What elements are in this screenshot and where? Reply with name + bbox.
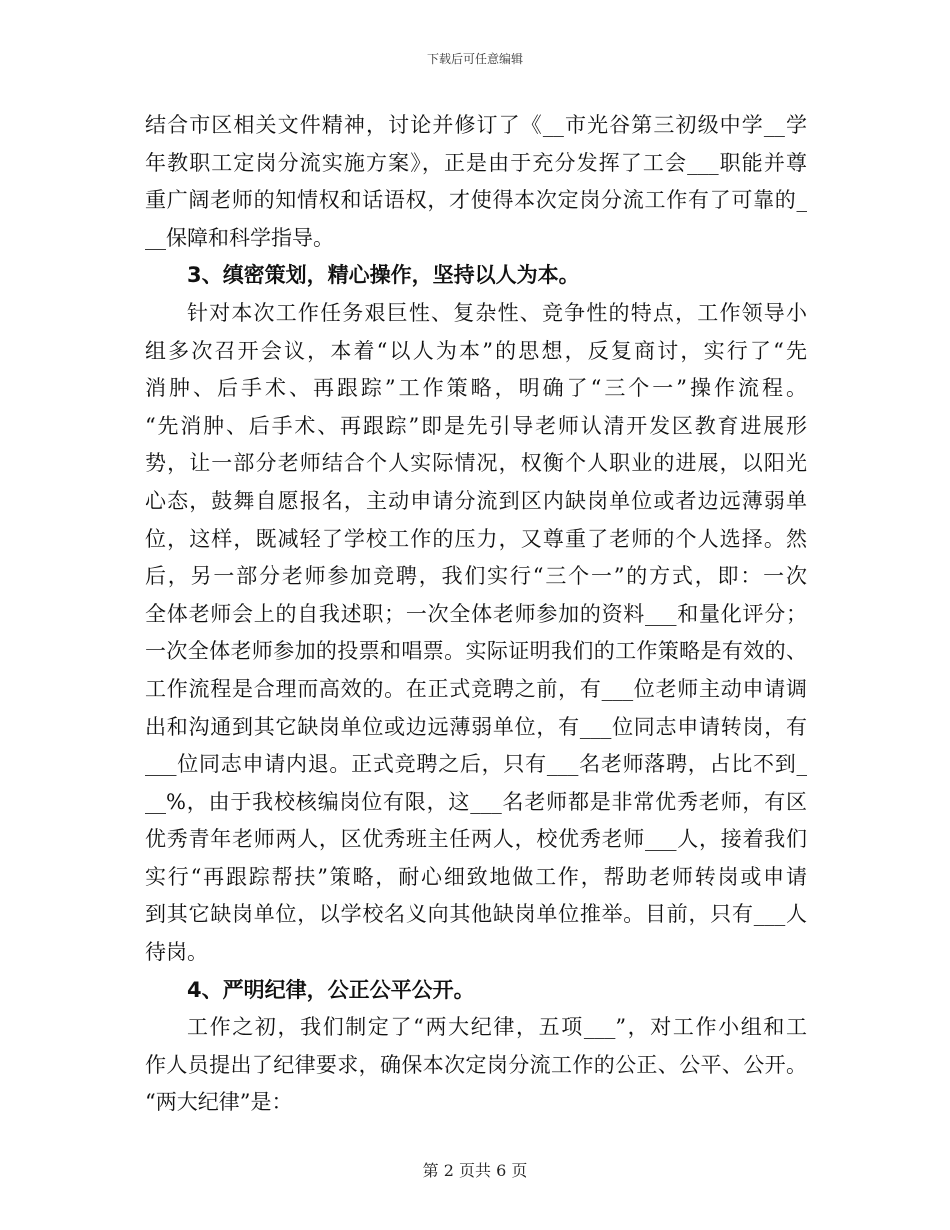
paragraph-line: 组多次召开会议，本着“以人为本”的思想，反复商讨，实行了“先: [145, 338, 807, 363]
paragraph-line: ___位同志申请内退。正式竞聘之后，只有___名老师落聘，占比不到_: [145, 752, 807, 777]
paragraph-line: 消肿、后手术、再跟踪”工作策略，明确了“三个一”操作流程。: [145, 376, 807, 401]
paragraph-line: 年教职工定岗分流实施方案》，正是由于充分发挥了工会___职能并尊: [145, 150, 807, 175]
section-heading: 3、缜密策划，精心操作，坚持以人为本。: [187, 263, 580, 288]
paragraph-line: __%，由于我校核编岗位有限，这___名老师都是非常优秀老师，有区: [145, 789, 807, 814]
paragraph-line: 全体老师会上的自我述职；一次全体老师参加的资料___和量化评分；: [145, 601, 807, 626]
paragraph-line: 一次全体老师参加的投票和唱票。实际证明我们的工作策略是有效的、: [145, 639, 807, 664]
section-heading: 4、严明纪律，公正公平公开。: [187, 977, 475, 1002]
paragraph-line: 势，让一部分老师结合个人实际情况，权衡个人职业的进展，以阳光: [145, 451, 807, 476]
paragraph-line: 优秀青年老师两人，区优秀班主任两人，校优秀老师___人，接着我们: [145, 827, 807, 852]
paragraph-line: 心态，鼓舞自愿报名，主动申请分流到区内缺岗单位或者边远薄弱单: [145, 488, 807, 513]
paragraph-line: 实行“再跟踪帮扶”策略，耐心细致地做工作，帮助老师转岗或申请: [145, 864, 807, 889]
paragraph-line: 结合市区相关文件精神，讨论并修订了《__市光谷第三初级中学__学: [145, 113, 807, 137]
paragraph-line: 位，这样，既减轻了学校工作的压力，又尊重了老师的个人选择。然: [145, 526, 807, 551]
paragraph-line: “两大纪律”是：: [145, 1090, 293, 1115]
paragraph-line: __保障和科学指导。: [145, 225, 334, 250]
page-header: 下载后可任意编辑: [426, 52, 523, 66]
paragraph-line: 待岗。: [145, 940, 208, 965]
paragraph-line: “先消肿、后手术、再跟踪”即是先引导老师认清开发区教育进展形: [145, 413, 807, 438]
paragraph-line: 针对本次工作任务艰巨性、复杂性、竞争性的特点，工作领导小: [187, 300, 807, 325]
paragraph-line: 到其它缺岗单位，以学校名义向其他缺岗单位推举。目前，只有___人: [145, 902, 807, 927]
paragraph-line: 工作之初，我们制定了“两大纪律，五项___”，对工作小组和工: [187, 1015, 807, 1040]
paragraph-line: 工作流程是合理而高效的。在正式竞聘之前，有___位老师主动申请调: [145, 676, 807, 701]
paragraph-line: 后，另一部分老师参加竞聘，我们实行“三个一”的方式，即：一次: [145, 564, 807, 589]
paragraph-line: 出和沟通到其它缺岗单位或边远薄弱单位，有___位同志申请转岗，有: [145, 714, 807, 739]
paragraph-line: 作人员提出了纪律要求，确保本次定岗分流工作的公正、公平、公开。: [145, 1052, 807, 1077]
paragraph-line: 重广阔老师的知情权和话语权，才使得本次定岗分流工作有了可靠的_: [145, 188, 807, 213]
document-body: [145, 107, 807, 1122]
page-footer: 第 2 页共 6 页: [422, 1161, 528, 1180]
